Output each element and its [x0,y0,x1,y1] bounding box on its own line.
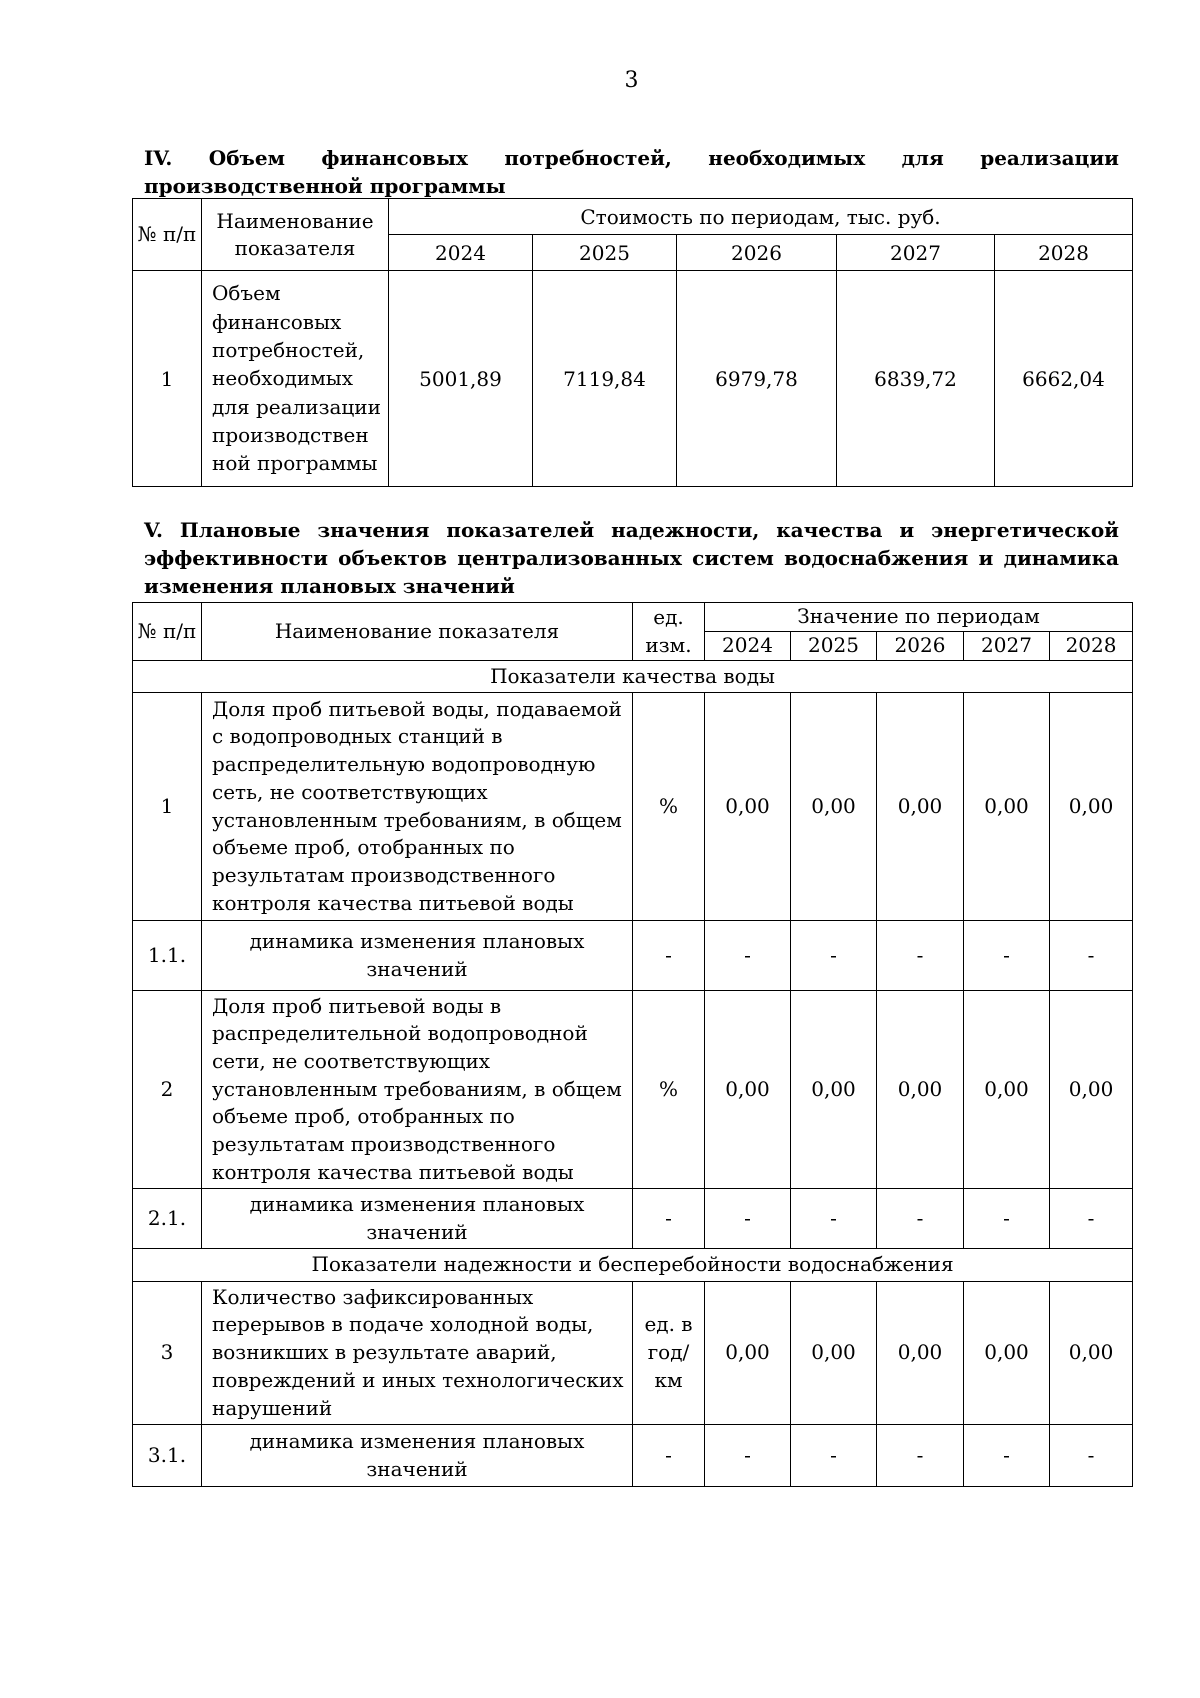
row-value: 0,00 [964,991,1050,1189]
row-unit: - [633,1425,705,1487]
col-name-header: Наименование показателя [202,603,633,661]
row-value: - [705,1425,791,1487]
cost-value: 6662,04 [995,271,1133,487]
row-value: 0,00 [877,1282,964,1425]
table-row [133,1282,1133,1425]
row-num: 1.1. [133,921,202,991]
cost-value: 6839,72 [837,271,995,487]
cost-value: 5001,89 [389,271,533,487]
col-name-header: Наименование показателя [202,199,389,271]
col-values-header: Значение по периодам [705,603,1133,632]
table-row [133,1425,1133,1487]
row-num: 3 [133,1282,202,1425]
row-value: 0,00 [705,693,791,921]
row-num: 3.1. [133,1425,202,1487]
row-value: - [1050,1189,1133,1249]
row-value: 0,00 [705,991,791,1189]
row-name: Количество зафиксированных перерывов в подаче холодной воды, возникших в результате аварий, повреждений и иных технологических нарушений [202,1282,633,1425]
indicators-table [132,602,1133,1487]
row-value: - [1050,921,1133,991]
table-row [133,1189,1133,1249]
row-name: динамика изменения плановых значений [202,921,633,991]
year-header: 2028 [995,235,1133,271]
row-name: динамика изменения плановых значений [202,1189,633,1249]
row-value: 0,00 [791,1282,877,1425]
row-value: 0,00 [705,1282,791,1425]
row-value: - [705,921,791,991]
row-unit: % [633,693,705,921]
cost-value: 7119,84 [533,271,677,487]
row-value: 0,00 [964,1282,1050,1425]
col-num-header: № п/п [133,199,202,271]
row-num: 1 [133,693,202,921]
page-number: 3 [624,68,639,93]
row-value: 0,00 [877,693,964,921]
row-value: 0,00 [964,693,1050,921]
year-header: 2028 [1050,632,1133,661]
row-value: - [791,1425,877,1487]
row-unit: - [633,921,705,991]
table-row [133,991,1133,1189]
row-num: 2.1. [133,1189,202,1249]
row-name: Доля проб питьевой воды в распределительной водопроводной сети, не соответствующих установленным требованиям, в общем объеме проб, отобранных по результатам производственного контроля качества питьевой воды [202,991,633,1189]
row-name: Доля проб питьевой воды, подаваемой с водопроводных станций в распределительную водопроводную сеть, не соответствующих установленным требованиям, в общем объеме проб, отобранных по результатам производственного контроля качества питьевой воды [202,693,633,921]
year-header: 2027 [837,235,995,271]
table-row [133,921,1133,991]
row-value: - [877,921,964,991]
row-name: динамика изменения плановых значений [202,1425,633,1487]
row-value: 0,00 [791,693,877,921]
row-unit: ед. в год/ км [633,1282,705,1425]
cost-value: 6979,78 [677,271,837,487]
row-unit: % [633,991,705,1189]
row-value: 0,00 [1050,1282,1133,1425]
year-header: 2026 [877,632,964,661]
group-header-water-quality: Показатели качества воды [133,661,1133,693]
financial-needs-table [132,198,1133,487]
table-row [133,693,1133,921]
year-header: 2025 [791,632,877,661]
year-header: 2025 [533,235,677,271]
row-value: - [877,1425,964,1487]
year-header: 2024 [389,235,533,271]
row-value: 0,00 [877,991,964,1189]
row-num: 2 [133,991,202,1189]
row-value: 0,00 [1050,693,1133,921]
row-value: 0,00 [791,991,877,1189]
row-value: - [791,921,877,991]
group-header-reliability: Показатели надежности и бесперебойности водоснабжения [133,1249,1133,1282]
row-value: - [964,1425,1050,1487]
row-num: 1 [133,271,202,487]
year-header: 2026 [677,235,837,271]
row-value: - [877,1189,964,1249]
col-cost-header: Стоимость по периодам, тыс. руб. [389,199,1133,235]
year-header: 2027 [964,632,1050,661]
col-unit-header: ед. изм. [633,603,705,661]
year-header: 2024 [705,632,791,661]
col-num-header: № п/п [133,603,202,661]
row-value: - [791,1189,877,1249]
section-4-heading: IV. Объем финансовых потребностей, необходимых для реализации производственной программы [144,146,1119,198]
section-5-heading: V. Плановые значения показателей надежности, качества и энергетической эффективности объектов централизованных систем водоснабжения и динамика изменения плановых значений [144,518,1119,598]
row-unit: - [633,1189,705,1249]
row-value: - [964,1189,1050,1249]
row-value: - [705,1189,791,1249]
row-value: - [1050,1425,1133,1487]
row-value: 0,00 [1050,991,1133,1189]
row-name: Объем финансовых потребностей, необходимых для реализации производствен ной программы [202,271,389,487]
row-value: - [964,921,1050,991]
